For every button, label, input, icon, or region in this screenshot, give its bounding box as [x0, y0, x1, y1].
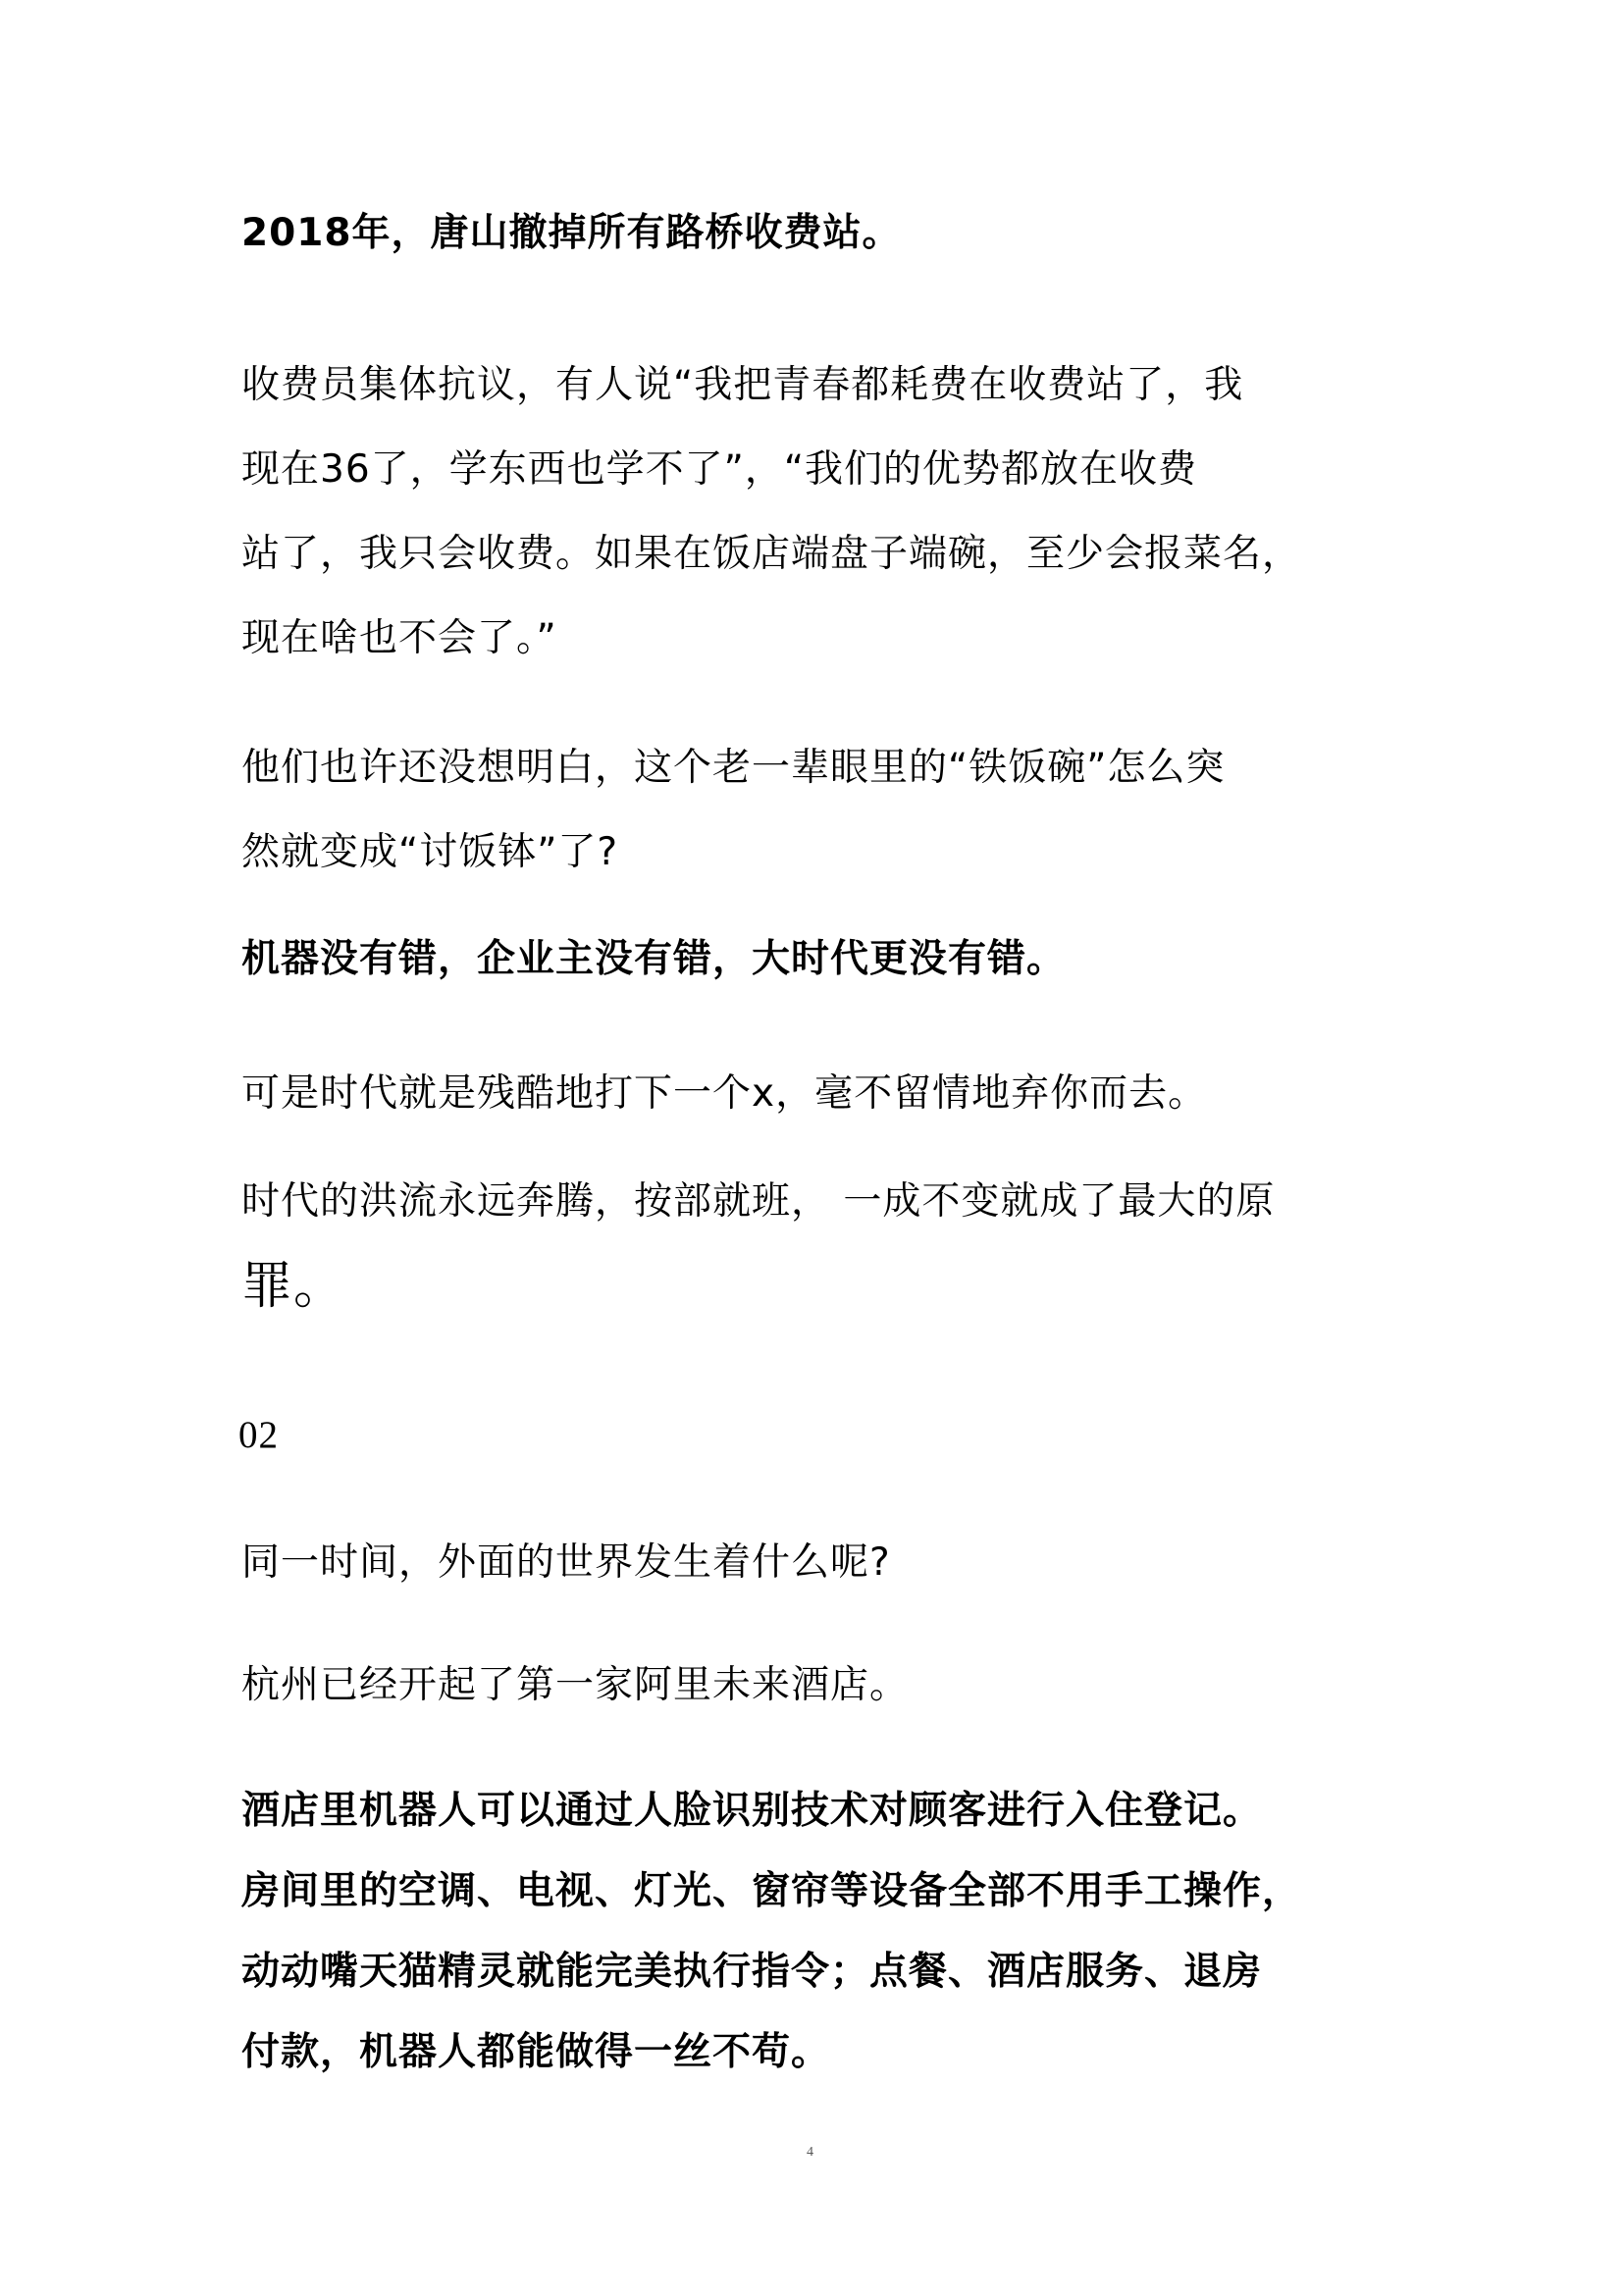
text-line: 他们也许还没想明白，这个老一辈眼里的“铁饭碗”怎么突 — [241, 746, 1226, 790]
text-line: 时代的洪流永远奔腾，按部就班， 一成不变就成了最大的原 — [241, 1179, 1276, 1224]
text-line: 收费员集体抗议，有人说“我把青春都耗费在收费站了，我 — [241, 363, 1244, 407]
text-line: 同一时间，外面的世界发生着什么呢? — [241, 1540, 891, 1585]
paragraph-heading-toll-removal — [241, 191, 1399, 276]
text-line: 机器没有错，企业主没有错，大时代更没有错。 — [241, 937, 1067, 981]
section-number — [238, 1393, 1396, 1478]
text-line: 2018年，唐山撤掉所有路桥收费站。 — [241, 211, 902, 255]
text-line: 酒店里机器人可以通过人脸识别技术对顾客进行入住登记。 — [241, 1789, 1263, 1833]
text-line: 现在啥也不会了。” — [241, 616, 557, 660]
text-line: 现在36了，学东西也学不了”，“我们的优势都放在收费 — [241, 447, 1198, 492]
paragraph-no-fault — [241, 917, 1399, 1002]
text-line: 02 — [238, 1414, 279, 1456]
paragraph-hangzhou-hotel — [241, 1643, 1399, 1728]
text-line: 站了，我只会收费。如果在饭店端盘子端碗，至少会报菜名， — [241, 532, 1302, 576]
text-line: 然就变成“讨饭钵”了? — [241, 830, 619, 874]
paragraph-robot-hotel — [241, 1771, 1399, 2093]
text-line: 罪。 — [241, 1257, 346, 1316]
text-line: 房间里的空调、电视、灯光、窗帘等设备全部不用手工操作， — [241, 1869, 1302, 1913]
paragraph-era-cruel — [241, 1052, 1399, 1136]
text-line: 可是时代就是残酷地打下一个x，毫不留情地弃你而去。 — [241, 1071, 1208, 1116]
text-line: 动动嘴天猫精灵就能完美执行指令；点餐、酒店服务、退房 — [241, 1950, 1263, 1994]
paragraph-toll-collector-protest — [241, 343, 1399, 681]
paragraph-original-sin — [241, 1160, 1399, 1329]
text-line: 杭州已经开起了第一家阿里未来酒店。 — [241, 1663, 910, 1707]
paragraph-iron-rice-bowl — [241, 726, 1399, 895]
paragraph-meanwhile — [241, 1521, 1399, 1605]
page-number: 4 — [807, 2145, 813, 2160]
text-line: 付款，机器人都能做得一丝不苟。 — [241, 2030, 831, 2074]
